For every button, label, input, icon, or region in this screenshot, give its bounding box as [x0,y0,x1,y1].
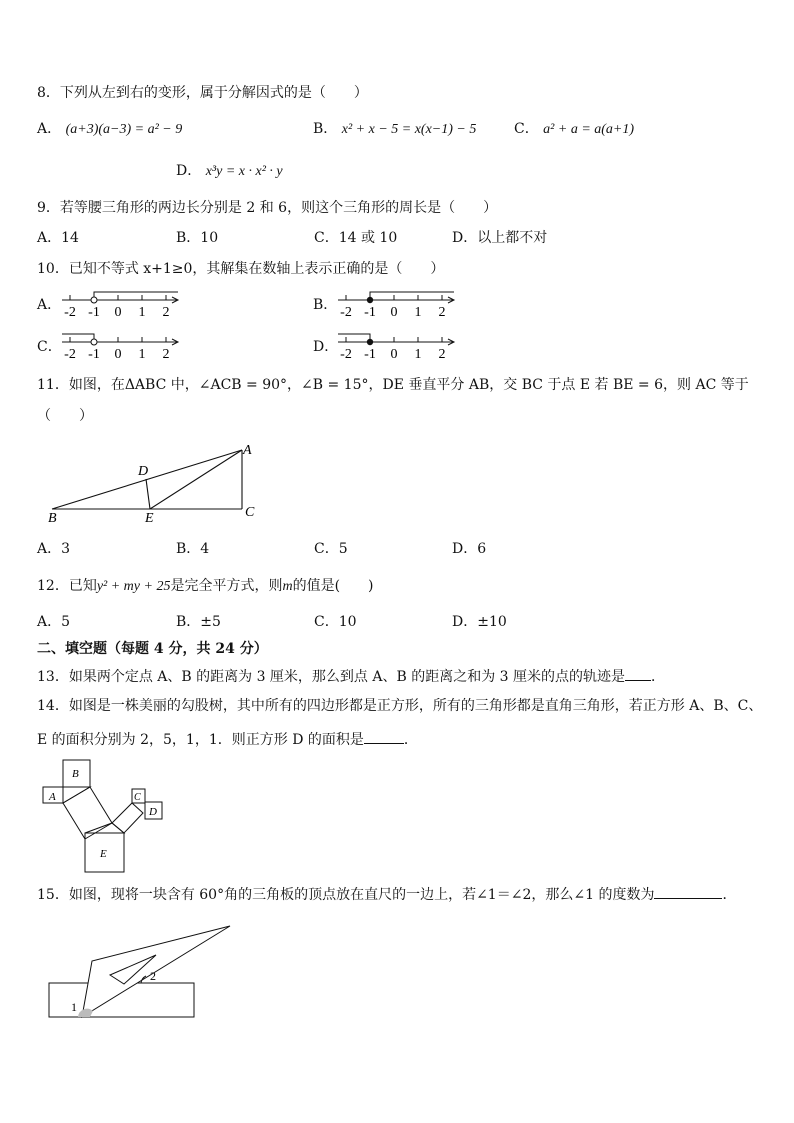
q10-stem: 10．已知不等式 x+1≥0，其解集在数轴上表示正确的是（ ） [37,261,445,277]
q8-stem: 8．下列从左到右的变形，属于分解因式的是（ ） [37,85,368,101]
point-label-d: D [138,464,149,479]
q8-option-c-math: a² + a = a(a+1) [543,122,635,137]
q12-stem-var: m [282,579,293,594]
q14-answer-blank[interactable] [364,729,404,744]
q15-end: ． [722,887,737,903]
q8-option-c-label: C． [514,121,539,137]
q10-numberline-b [334,290,464,320]
q11-option-d[interactable]: D．6 [452,541,487,557]
q12-option-d[interactable]: D．±10 [452,614,507,630]
q13-answer-blank[interactable] [625,666,651,681]
square-label-a: A [49,791,56,803]
square-label-b: B [72,768,79,780]
point-label-c: C [245,505,255,520]
q10-numberline-c [58,332,188,362]
q9-option-a[interactable]: A．14 [37,230,79,246]
tick-label: 1 [414,347,422,362]
angle-1-mark [78,1009,93,1017]
q13-end: ． [651,669,666,685]
point-label-b: B [48,511,57,526]
q12-stem [37,577,374,596]
q9-option-b[interactable]: B．10 [176,230,219,246]
tick-label: 1 [138,305,146,320]
q11-stem: 11．如图，在ΔABC 中，∠ACB = 90°，∠B = 15°，DE 垂直平分 AB，交 BC 于点 E 若 BE = 6，则 AC 等于 [37,377,749,393]
q8-option-d-math: x³y = x · x² · y [205,164,283,179]
square-large-right [112,803,143,833]
q8-option-a-math: (a+3)(a−3) = a² − 9 [65,122,183,137]
q9-option-c[interactable]: C．14 或 10 [314,230,398,246]
tick-label: 0 [114,305,122,320]
q10-numberline-d [334,332,464,362]
point-label-a: A [243,443,252,458]
tick-label: -2 [64,347,76,362]
q14-line2-text: E 的面积分别为 2，5，1，1．则正方形 D 的面积是 [37,732,364,748]
square-label-d: D [149,806,157,818]
tick-label: 2 [162,305,170,320]
tick-label: -1 [364,305,376,320]
tick-label: 2 [162,347,170,362]
square-large-left [63,787,112,839]
q11-triangle-figure [40,440,270,530]
q8-option-c[interactable] [514,120,634,139]
q9-stem: 9．若等腰三角形的两边长分别是 2 和 6，则这个三角形的周长是（ ） [37,200,498,216]
angle-label-1: 1 [71,1000,77,1014]
q12-option-b[interactable]: B．±5 [176,614,221,630]
tick-label: -2 [340,347,352,362]
q9-option-d[interactable]: D．以上都不对 [452,230,548,246]
q11-option-c[interactable]: C．5 [314,541,348,557]
q12-stem-prefix: 12．已知 [37,578,97,594]
q14-line1: 14．如图是一株美丽的勾股树，其中所有的四边形都是正方形，所有的三角形都是直角三角形，若正方形 A、B、C、 [37,698,763,714]
q11-option-a[interactable]: A．3 [37,541,71,557]
q12-stem-suffix: 的值是( ) [292,578,374,594]
tick-label: 0 [114,347,122,362]
square-label-e: E [100,848,107,860]
q10-option-b-label[interactable]: B． [313,297,338,313]
q14-end: ． [403,732,418,748]
q15-answer-blank[interactable] [654,884,722,899]
tick-label: 0 [390,347,398,362]
q15-ruler-triangle-figure [40,920,240,1022]
tick-label: 1 [414,305,422,320]
q10-option-a-label[interactable]: A． [37,297,62,313]
q8-option-a[interactable] [37,120,182,139]
set-square [82,926,230,1017]
q10-option-d-label[interactable]: D． [313,339,339,355]
point-label-e: E [145,511,154,526]
q10-numberline-a [58,290,188,320]
q8-option-b[interactable] [313,120,476,139]
angle-label-2: 2 [150,969,156,983]
q11-option-b[interactable]: B．4 [176,541,210,557]
q13-stem-text: 13．如果两个定点 A、B 的距离为 3 厘米，那么到点 A、B 的距离之和为 3 厘米的点的轨迹是 [37,669,626,685]
q8-option-b-math: x² + x − 5 = x(x−1) − 5 [341,122,477,137]
q8-option-b-label: B． [313,121,338,137]
tick-label: -1 [88,347,100,362]
tick-label: 1 [138,347,146,362]
q11-paren: （ ） [37,408,93,424]
q14-pythagoras-tree-figure [40,756,170,874]
tick-label: 2 [438,347,446,362]
q8-option-d-label: D． [176,163,202,179]
q15-stem [37,884,736,904]
q12-option-a[interactable]: A．5 [37,614,71,630]
q12-option-c[interactable]: C．10 [314,614,357,630]
tick-label: 0 [390,305,398,320]
tick-label: -2 [340,305,352,320]
q14-line2 [37,729,418,749]
q8-option-a-label: A． [37,121,62,137]
q10-option-c-label[interactable]: C． [37,339,62,355]
section-title: 二、填空题（每题 4 分，共 24 分） [37,641,268,657]
tick-label: 2 [438,305,446,320]
tick-label: -1 [88,305,100,320]
tick-label: -1 [364,347,376,362]
tick-label: -2 [64,305,76,320]
q8-option-d[interactable] [176,162,283,181]
square-label-c: C [134,792,141,803]
q12-stem-math: y² + my + 25 [96,579,171,594]
q12-stem-mid: 是完全平方式，则 [170,578,283,594]
q13-stem [37,666,665,686]
q15-stem-text: 15．如图，现将一块含有 60°角的三角板的顶点放在直尺的一边上，若∠1＝∠2，那么∠1 的度数为 [37,887,655,903]
